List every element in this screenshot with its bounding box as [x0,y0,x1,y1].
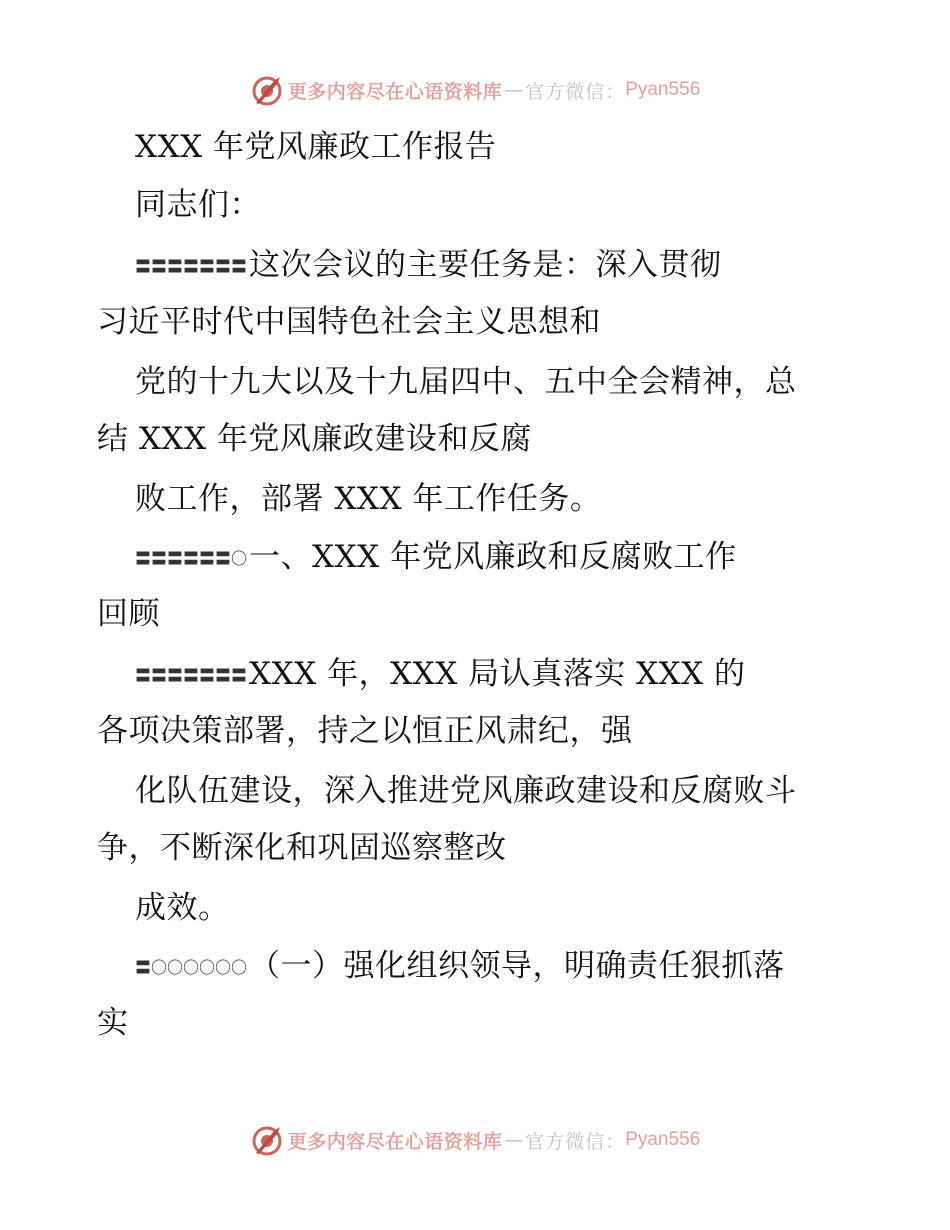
placeholder-marks: 〓〓〓〓〓〓〓 [135,256,248,276]
quill-seal-icon [250,73,284,107]
paragraph-line [135,245,722,287]
greeting: 同志们： [135,187,261,223]
subsection-heading: 实 [97,1005,129,1041]
document-title: XXX 年党风廉政工作报告 [135,129,497,165]
watermark-banner-bottom [0,1120,950,1160]
watermark-wechat-id: Pyan556 [625,79,701,100]
watermark-banner-top [0,70,950,110]
paragraph-line: 争，不断深化和巩固巡察整改 [97,830,507,866]
placeholder-marks: 〓〇〇〇〇〇〇 [135,957,248,977]
paragraph-text: 这次会议的主要任务是：深入贯彻 [249,247,722,283]
section-heading: 回顾 [97,596,160,632]
quill-seal-icon [250,1123,284,1157]
watermark-wechat-id: Pyan556 [625,1129,701,1150]
paragraph-line: 习近平时代中国特色社会主义思想和 [97,304,601,340]
watermark-text: 更多内容尽在心语资料库 [287,1130,503,1153]
paragraph-text: XXX 年，XXX 局认真落实 XXX 的 [249,656,746,692]
paragraph-line: 党的十九大以及十九届四中、五中全会精神，总 [135,364,797,400]
watermark-separator: — [504,1129,524,1151]
section-heading [135,537,737,579]
paragraph-line: 各项决策部署，持之以恒正风肃纪，强 [97,713,633,749]
paragraph-line: 结 XXX 年党风廉政建设和反腐 [97,421,532,457]
watermark-separator: — [504,79,524,101]
watermark-wechat-label: 官方微信： [525,80,626,103]
paragraph-line: 成效。 [135,890,230,926]
subsection-heading [135,946,785,988]
placeholder-marks: 〓〓〓〓〓〓〇 [135,548,248,568]
paragraph-line: 化队伍建设，深入推进党风廉政建设和反腐败斗 [135,773,797,809]
paragraph-line [135,654,746,696]
placeholder-marks: 〓〓〓〓〓〓〓 [135,665,248,685]
paragraph-line: 败工作，部署 XXX 年工作任务。 [135,481,602,517]
watermark-text: 更多内容尽在心语资料库 [287,80,503,103]
watermark-wechat-label: 官方微信： [525,1130,626,1153]
heading-text: （一）强化组织领导，明确责任狠抓落 [249,948,785,984]
heading-text: 一、XXX 年党风廉政和反腐败工作 [249,539,737,575]
